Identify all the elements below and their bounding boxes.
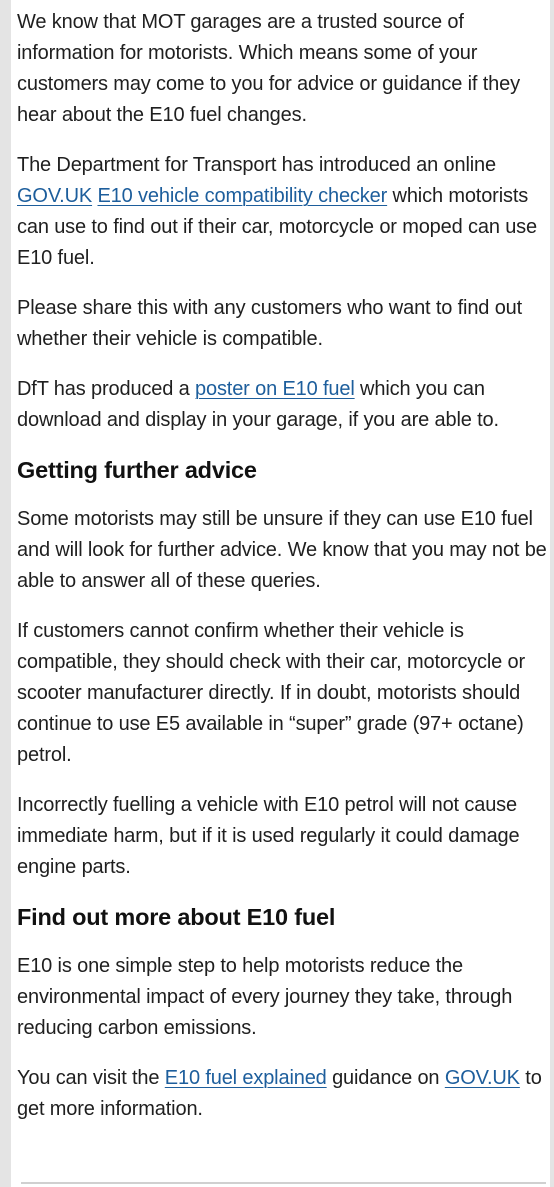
govuk-link[interactable]: GOV.UK [444,1067,520,1089]
paragraph-incorrect-fuelling: Incorrectly fuelling a vehicle with E10 petrol will not cause immediate harm, but if it is used regularly it could damage engine parts. [17,794,520,878]
heading-find-out-more: Find out more about E10 fuel [17,904,336,930]
e10-explained-link[interactable]: E10 fuel explained [164,1067,327,1089]
paragraph-text: which you can download and display in your garage, if you are able to. [17,378,499,431]
poster-link[interactable]: poster on E10 fuel [195,378,355,400]
compatibility-checker-link[interactable]: E10 vehicle compatibility checker [97,185,388,207]
paragraph-text: guidance on [326,1067,445,1089]
paragraph-poster [17,374,550,436]
article-body [11,0,550,1187]
paragraph-text: to get more information. [17,1067,542,1120]
govuk-link[interactable]: GOV.UK [17,185,93,207]
paragraph-mot-garages: We know that MOT garages are a trusted source of information for motorists. Which means some of your customers may come to you for advice or guidance if they hear about the E10 fuel changes. [17,11,520,126]
paragraph-unsure: Some motorists may still be unsure if they can use E10 fuel and will look for further advice. We know that you may not be able to answer all of these queries. [17,508,547,592]
right-margin [550,0,554,1187]
paragraph-share: Please share this with any customers who want to find out whether their vehicle is compatible. [17,297,523,350]
paragraph-text: You can visit the [17,1067,165,1089]
paragraph-text: DfT has produced a [17,378,195,400]
paragraph-manufacturer: If customers cannot confirm whether their vehicle is compatible, they should check with their car, motorcycle or scooter manufacturer directly. If in doubt, motorists should continue to use E5 available in “super” grade (97+ octane) petrol. [17,620,526,766]
paragraph-text: which motorists can use to find out if their car, motorcycle or moped can use E10 fuel. [17,185,538,269]
paragraph-text: The Department for Transport has introduced an online [17,154,496,176]
paragraph-visit [17,1063,550,1125]
paragraph-dft-checker [17,150,550,274]
paragraph-e10-step: E10 is one simple step to help motorists reduce the environmental impact of every journey they take, through reducing carbon emissions. [17,955,513,1039]
divider [21,1182,546,1184]
left-margin [0,0,11,1187]
heading-further-advice: Getting further advice [17,457,257,483]
